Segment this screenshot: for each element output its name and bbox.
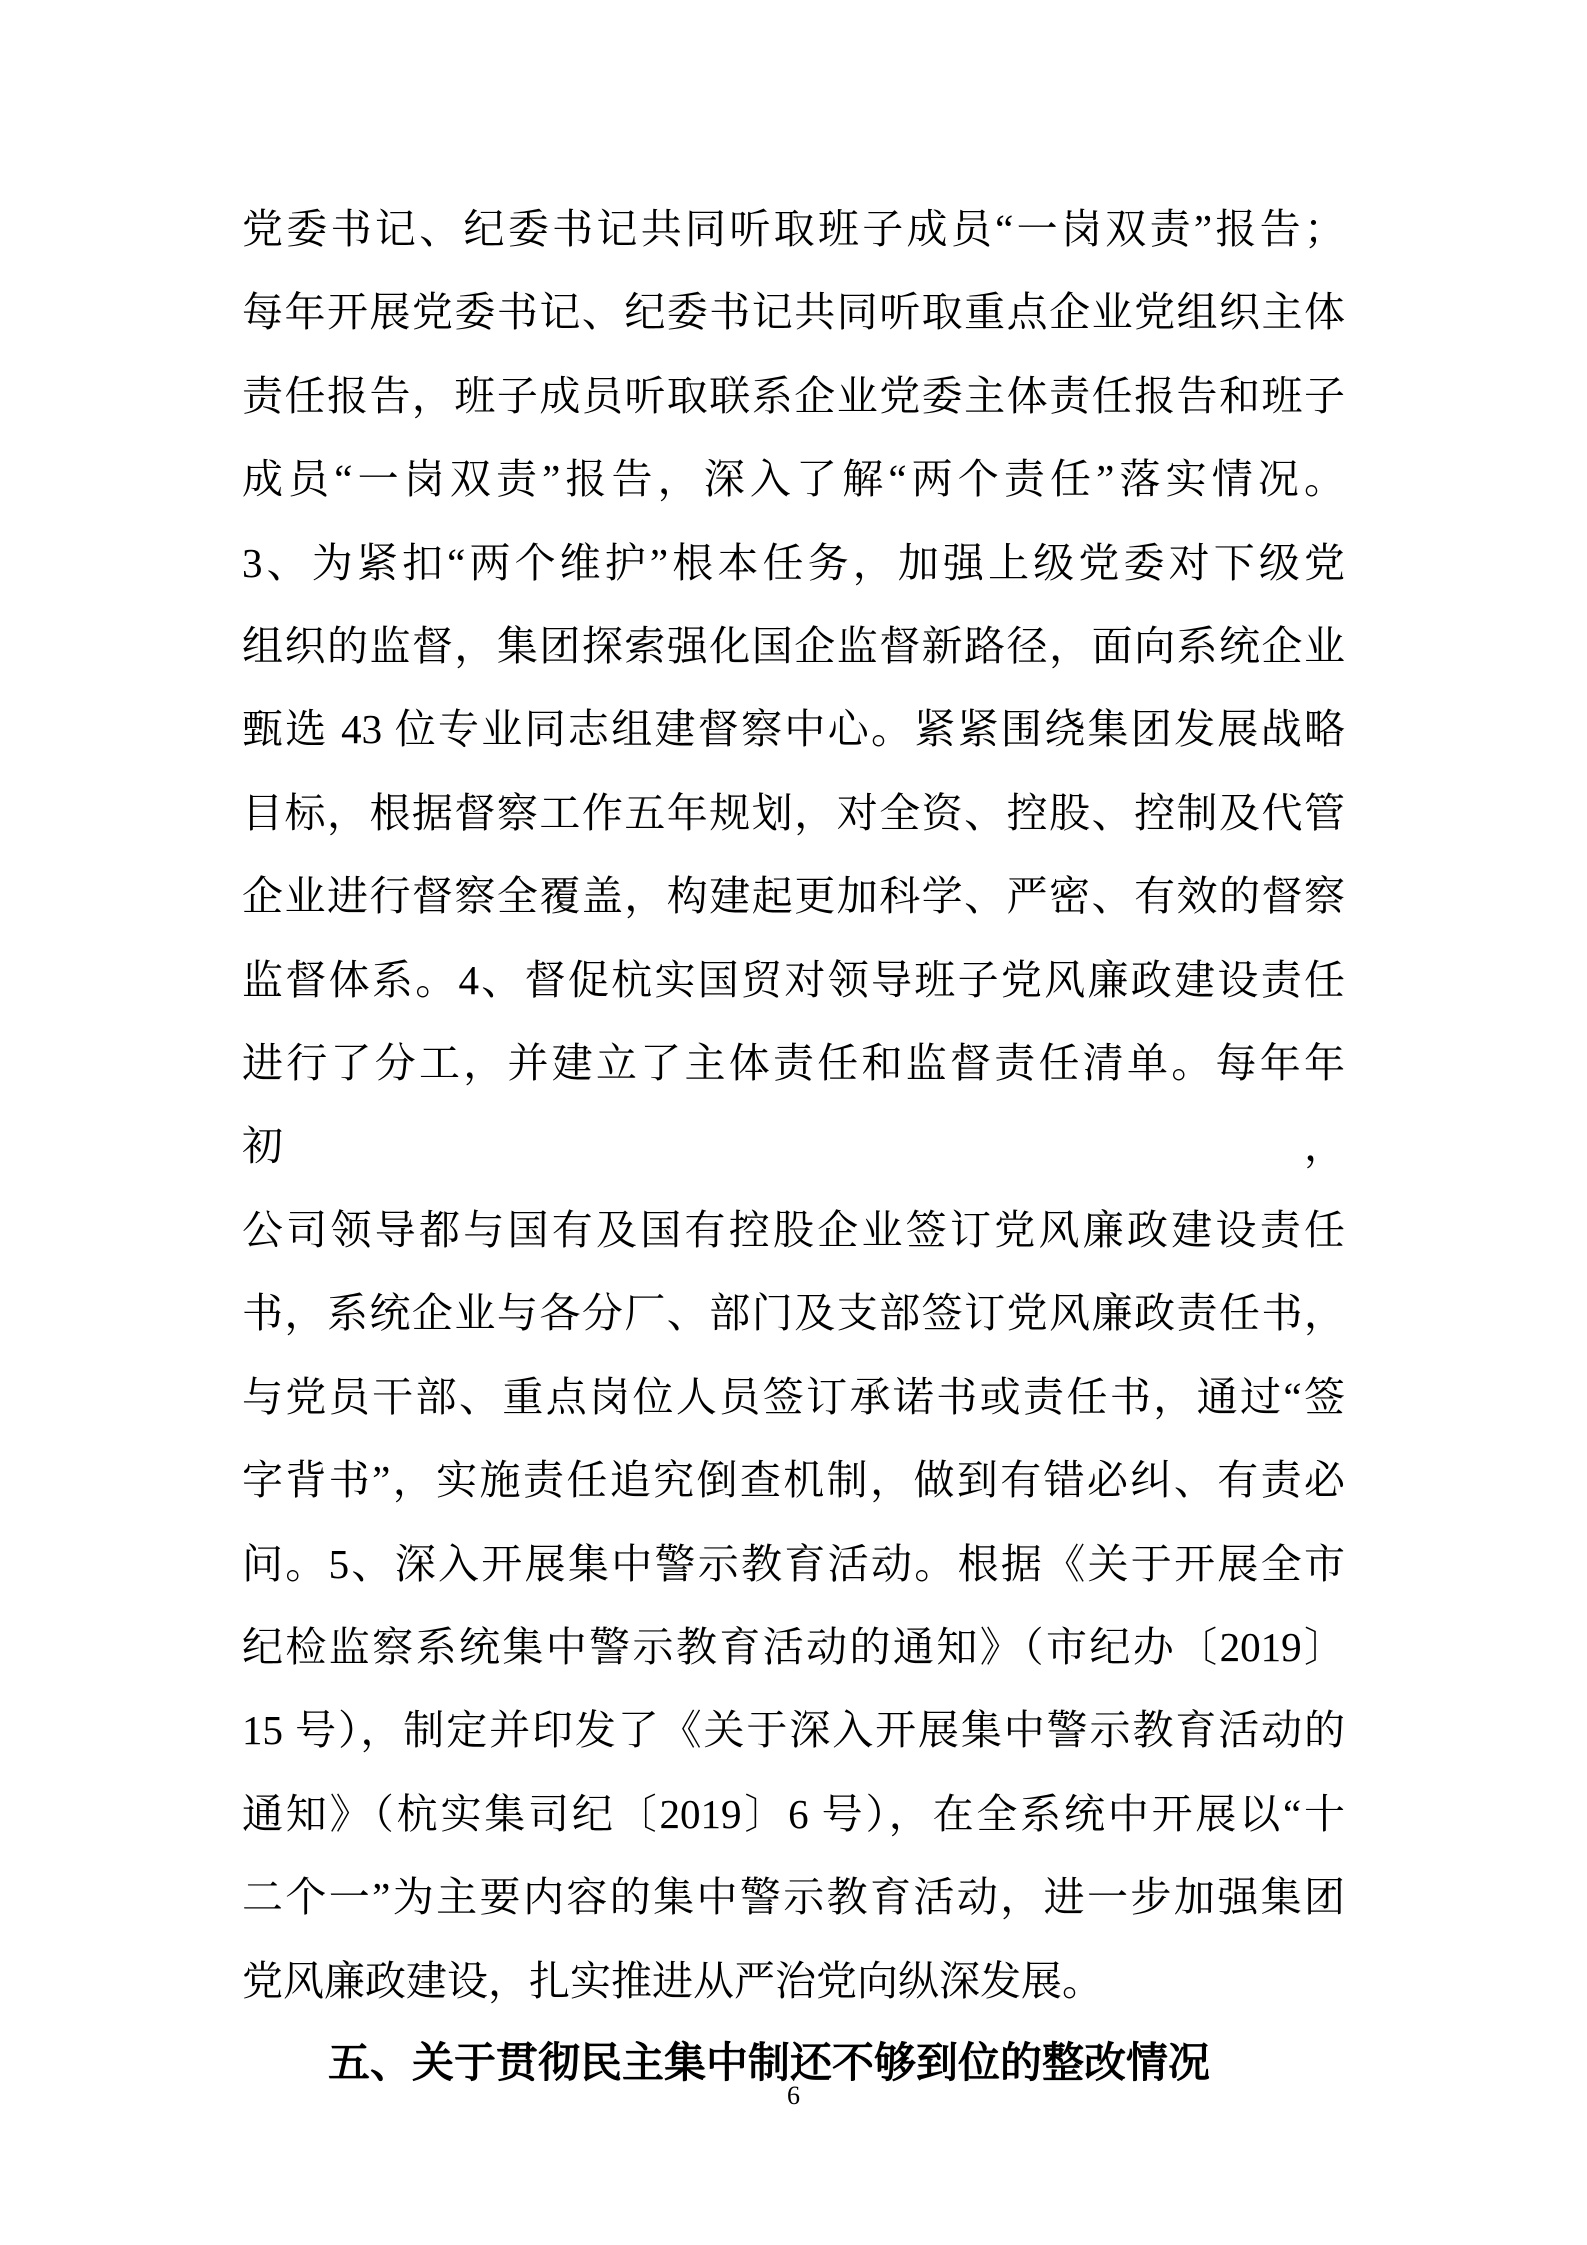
body-paragraph-lines	[242, 188, 1345, 2023]
body-line: 通知》（杭实集司纪〔2019〕6 号），在全系统中开展以“十	[242, 1790, 1345, 1837]
page-footer	[0, 2080, 1587, 2112]
body-line: 与党员干部、重点岗位人员签订承诺书或责任书，通过“签	[242, 1373, 1345, 1420]
body-line: 问。5、深入开展集中警示教育活动。根据《关于开展全市	[242, 1540, 1345, 1587]
page-number: 6	[787, 2081, 800, 2110]
body-line: 监督体系。4、督促杭实国贸对领导班子党风廉政建设责任	[242, 956, 1345, 1003]
body-line: 党风廉政建设，扎实推进从严治党向纵深发展。	[242, 1957, 1103, 2004]
body-line: 字背书”，实施责任追究倒查机制，做到有错必纠、有责必	[242, 1457, 1345, 1504]
body-line: 纪检监察系统集中警示教育活动的通知》（市纪办〔2019〕	[242, 1623, 1345, 1670]
body-line: 组织的监督，集团探索强化国企监督新路径，面向系统企业	[242, 623, 1345, 670]
body-line: 甄选 43 位专业同志组建督察中心。紧紧围绕集团发展战略	[242, 706, 1345, 753]
body-line: 责任报告，班子成员听取联系企业党委主体责任报告和班子	[242, 372, 1345, 419]
body-line: 成员“一岗双责”报告，深入了解“两个责任”落实情况。	[242, 456, 1345, 503]
body-line: 公司领导都与国有及国有控股企业签订党风廉政建设责任	[242, 1206, 1345, 1253]
section-heading: 五、关于贯彻民主集中制还不够到位的整改情况	[328, 2040, 1211, 2087]
body-line: 党委书记、纪委书记共同听取班子成员“一岗双责”报告；	[242, 206, 1345, 252]
body-line: 二个一”为主要内容的集中警示教育活动，进一步加强集团	[242, 1874, 1345, 1921]
body-line: 3、为紧扣“两个维护”根本任务，加强上级党委对下级党	[242, 539, 1345, 586]
body-line: 企业进行督察全覆盖，构建起更加科学、严密、有效的督察	[242, 873, 1345, 920]
body-line: 进行了分工，并建立了主体责任和监督责任清单。每年年初，	[242, 1040, 1345, 1170]
body-line: 目标，根据督察工作五年规划，对全资、控股、控制及代管	[242, 789, 1345, 836]
body-line: 15 号），制定并印发了《关于深入开展集中警示教育活动的	[242, 1707, 1345, 1754]
body-line: 每年开展党委书记、纪委书记共同听取重点企业党组织主体	[242, 289, 1345, 336]
body-line: 书，系统企业与各分厂、部门及支部签订党风廉政责任书，	[242, 1290, 1345, 1337]
document-body	[242, 188, 1345, 2106]
